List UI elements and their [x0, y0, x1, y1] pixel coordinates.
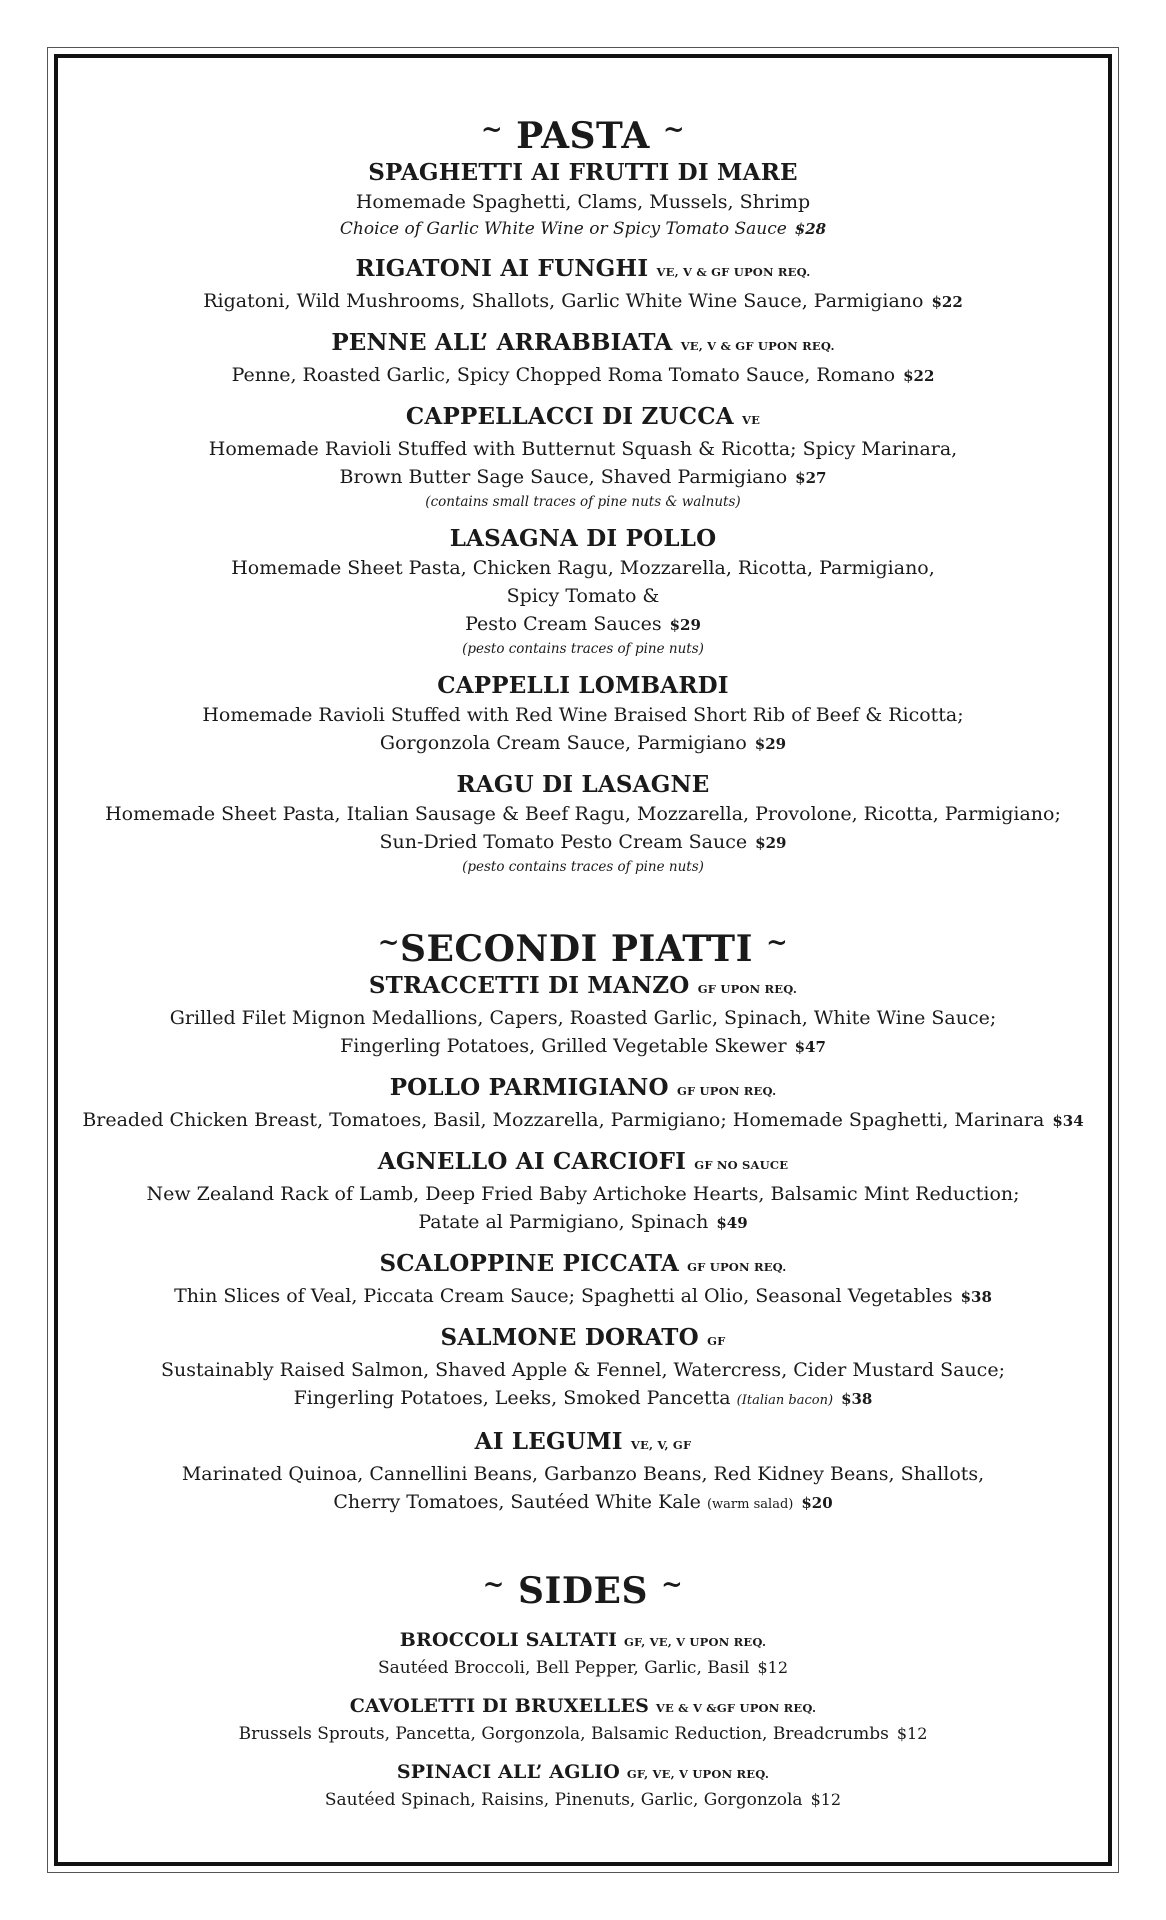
dish-scaloppine-piccata — [60, 1249, 1106, 1311]
side-spinaci-all-aglio — [60, 1759, 1106, 1813]
dish-name: AGNELLO AI CARCIOFI — [377, 1148, 687, 1175]
dish-price: $38 — [841, 1390, 873, 1408]
dish-pollo-parmigiano — [60, 1073, 1106, 1135]
dish-name-line — [60, 1627, 1106, 1655]
dish-price: $29 — [754, 735, 787, 753]
dish-description: Sun-Dried Tomato Pesto Cream Sauce — [379, 831, 748, 853]
pasta-title-text: PASTA — [516, 115, 650, 157]
dish-name: PENNE ALL’ ARRABBIATA — [331, 329, 673, 356]
dish-description-line — [60, 361, 1106, 390]
dish-name: AI LEGUMI — [474, 1428, 623, 1455]
dish-description-line — [60, 1384, 1106, 1415]
tilde-right: ~ — [766, 928, 789, 958]
dish-description: Homemade Sheet Pasta, Italian Sausage & Beef Ragu, Mozzarella, Provolone, Ricotta, Parmigiano; — [105, 803, 1061, 825]
dish-name-line — [60, 971, 1106, 1004]
dish-description: Marinated Quinoa, Cannellini Beans, Garbanzo Beans, Red Kidney Beans, Shallots, — [181, 1463, 985, 1485]
menu-content — [60, 108, 1106, 1813]
side-broccoli-saltati — [60, 1627, 1106, 1681]
tilde-right: ~ — [662, 115, 686, 145]
dish-description: Homemade Spaghetti, Clams, Mussels, Shrimp — [355, 191, 811, 213]
dish-name: CAPPELLACCI DI ZUCCA — [405, 403, 734, 430]
dish-price: $47 — [794, 1038, 826, 1056]
dish-spaghetti-frutti-di-mare — [60, 158, 1106, 242]
dietary-tag: GF UPON REQ. — [676, 1084, 777, 1098]
dish-name-line — [60, 1073, 1106, 1106]
sides-section-title — [60, 1563, 1106, 1613]
dish-description: Sautéed Broccoli, Bell Pepper, Garlic, Basil — [377, 1658, 750, 1678]
dish-description-line — [60, 1655, 1106, 1681]
dish-name: STRACCETTI DI MANZO — [368, 972, 690, 999]
dish-name: RAGU DI LASAGNE — [456, 771, 710, 798]
dish-description: Sautéed Spinach, Raisins, Pinenuts, Garlic, Gorgonzola — [324, 1790, 803, 1810]
allergen-note: (pesto contains traces of pine nuts) — [462, 641, 704, 657]
dish-penne-arrabbiata — [60, 328, 1106, 390]
dish-name-line — [60, 328, 1106, 361]
dish-description: Patate al Parmigiano, Spinach — [418, 1211, 709, 1233]
dish-inline-note: (Italian bacon) — [736, 1393, 834, 1408]
dish-description: Pesto Cream Sauces — [465, 613, 662, 635]
dietary-tag: VE — [741, 413, 761, 427]
dish-description: Penne, Roasted Garlic, Spicy Chopped Roma Tomato Sauce, Romano — [231, 364, 896, 386]
dish-price: $22 — [903, 367, 935, 385]
dietary-tag: VE & V &GF UPON REQ. — [655, 1701, 817, 1715]
dish-description-line — [60, 463, 1106, 492]
dish-description: Homemade Sheet Pasta, Chicken Ragu, Mozzarella, Ricotta, Parmigiano, — [231, 557, 935, 579]
dish-description: Sustainably Raised Salmon, Shaved Apple & Fennel, Watercress, Cider Mustard Sauce; — [161, 1359, 1005, 1381]
dish-description: Fingerling Potatoes, Grilled Vegetable Skewer — [340, 1035, 787, 1057]
dish-description-line — [60, 1208, 1106, 1237]
dish-price: $12 — [757, 1658, 789, 1677]
dish-description-line — [60, 1282, 1106, 1311]
dish-name: CAPPELLI LOMBARDI — [437, 672, 729, 699]
dish-description: Grilled Filet Mignon Medallions, Capers, Roasted Garlic, Spinach, White Wine Sauce; — [169, 1007, 997, 1029]
dish-description-line — [60, 287, 1106, 316]
dish-name: SCALOPPINE PICCATA — [379, 1250, 679, 1277]
dish-price: $27 — [795, 469, 827, 487]
dish-description-line — [60, 1488, 1106, 1519]
dish-name-line — [60, 254, 1106, 287]
dish-name-line — [60, 1147, 1106, 1180]
secondi-section-title — [60, 921, 1106, 971]
dish-description: Brussels Sprouts, Pancetta, Gorgonzola, Balsamic Reduction, Breadcrumbs — [238, 1724, 889, 1744]
dish-description: Spicy Tomato & — [506, 585, 660, 607]
dish-name-line — [60, 402, 1106, 435]
allergen-note: (contains small traces of pine nuts & walnuts) — [425, 494, 741, 510]
secondi-title-text: SECONDI PIATTI — [399, 928, 753, 970]
dish-description: Brown Butter Sage Sauce, Shaved Parmigiano — [339, 466, 788, 488]
dish-name: BROCCOLI SALTATI — [399, 1629, 618, 1651]
tilde-left: ~ — [377, 928, 400, 958]
dish-name-line — [60, 1249, 1106, 1282]
dish-description-line — [60, 729, 1106, 758]
dish-description: New Zealand Rack of Lamb, Deep Fried Baby Artichoke Hearts, Balsamic Mint Reduction; — [146, 1183, 1020, 1205]
dish-description-line — [60, 1032, 1106, 1061]
dish-price: $49 — [716, 1214, 748, 1232]
tilde-right: ~ — [661, 1570, 684, 1600]
dish-price: $29 — [669, 616, 701, 634]
dish-description-line — [60, 610, 1106, 639]
dish-salmone-dorato — [60, 1323, 1106, 1415]
side-cavoletti-di-bruxelles — [60, 1693, 1106, 1747]
dish-description-line — [60, 216, 1106, 242]
dish-price: $34 — [1052, 1112, 1084, 1130]
dish-name: RIGATONI AI FUNGHI — [355, 255, 649, 282]
pasta-section-title — [60, 108, 1106, 158]
dish-name-line — [60, 1759, 1106, 1787]
dish-name-line — [60, 1323, 1106, 1356]
dish-description: Breaded Chicken Breast, Tomatoes, Basil, Mozzarella, Parmigiano; Homemade Spaghetti, Marinara — [82, 1109, 1045, 1131]
dietary-tag: GF UPON REQ. — [687, 1260, 787, 1274]
dish-ai-legumi — [60, 1427, 1106, 1519]
dish-description: Thin Slices of Veal, Piccata Cream Sauce; Spaghetti al Olio, Seasonal Vegetables — [174, 1285, 953, 1307]
dish-agnello-ai-carciofi — [60, 1147, 1106, 1237]
dish-description: Rigatoni, Wild Mushrooms, Shallots, Garlic White Wine Sauce, Parmigiano — [203, 290, 924, 312]
dish-name: LASAGNA DI POLLO — [449, 525, 717, 552]
dish-ragu-di-lasagne — [60, 770, 1106, 877]
dietary-tag: VE, V & GF UPON REQ. — [680, 339, 835, 353]
dish-description: Cherry Tomatoes, Sautéed White Kale — [333, 1491, 701, 1513]
dietary-tag: GF — [707, 1334, 726, 1348]
dish-description: Gorgonzola Cream Sauce, Parmigiano — [379, 732, 747, 754]
dish-description-line — [60, 1106, 1106, 1135]
dish-price: $28 — [794, 220, 827, 238]
dish-cappellacci-di-zucca — [60, 402, 1106, 512]
dietary-tag: GF UPON REQ. — [697, 982, 798, 996]
dish-price: $12 — [810, 1790, 842, 1809]
dish-price: $38 — [960, 1288, 992, 1306]
dish-price: $20 — [801, 1494, 833, 1512]
dietary-tag: GF, VE, V UPON REQ. — [623, 1635, 767, 1649]
dietary-tag: VE, V, GF — [630, 1438, 692, 1452]
dish-description-line — [60, 1721, 1106, 1747]
allergen-note: (pesto contains traces of pine nuts) — [462, 859, 704, 875]
tilde-left: ~ — [480, 115, 504, 145]
dish-description-line — [60, 1787, 1106, 1813]
dish-name: SPAGHETTI AI FRUTTI DI MARE — [368, 159, 798, 186]
sides-title-text: SIDES — [518, 1570, 648, 1612]
dish-price: $12 — [896, 1724, 928, 1743]
dietary-tag: GF, VE, V UPON REQ. — [626, 1767, 770, 1781]
dish-straccetti-di-manzo — [60, 971, 1106, 1061]
dish-name: SALMONE DORATO — [440, 1324, 699, 1351]
dish-description: Homemade Ravioli Stuffed with Red Wine Braised Short Rib of Beef & Ricotta; — [202, 704, 964, 726]
dish-lasagna-di-pollo — [60, 524, 1106, 659]
tilde-left: ~ — [482, 1570, 505, 1600]
dish-inline-note: (warm salad) — [706, 1497, 794, 1512]
dish-description: Homemade Ravioli Stuffed with Butternut Squash & Ricotta; Spicy Marinara, — [208, 438, 958, 460]
dish-price: $29 — [755, 834, 787, 852]
dish-price: $22 — [931, 293, 963, 311]
dish-option-text: Choice of Garlic White Wine or Spicy Tomato Sauce — [339, 219, 787, 239]
dietary-tag: VE, V & GF UPON REQ. — [656, 265, 811, 279]
dish-name-line — [60, 1693, 1106, 1721]
dietary-tag: GF NO SAUCE — [694, 1158, 789, 1172]
dish-name: POLLO PARMIGIANO — [389, 1074, 669, 1101]
dish-name: CAVOLETTI DI BRUXELLES — [349, 1695, 650, 1717]
dish-rigatoni-ai-funghi — [60, 254, 1106, 316]
dish-description: Fingerling Potatoes, Leeks, Smoked Pancetta — [293, 1387, 731, 1409]
dish-cappelli-lombardi — [60, 671, 1106, 758]
dish-name: SPINACI ALL’ AGLIO — [396, 1761, 621, 1783]
dish-name-line — [60, 1427, 1106, 1460]
dish-description-line — [60, 828, 1106, 857]
